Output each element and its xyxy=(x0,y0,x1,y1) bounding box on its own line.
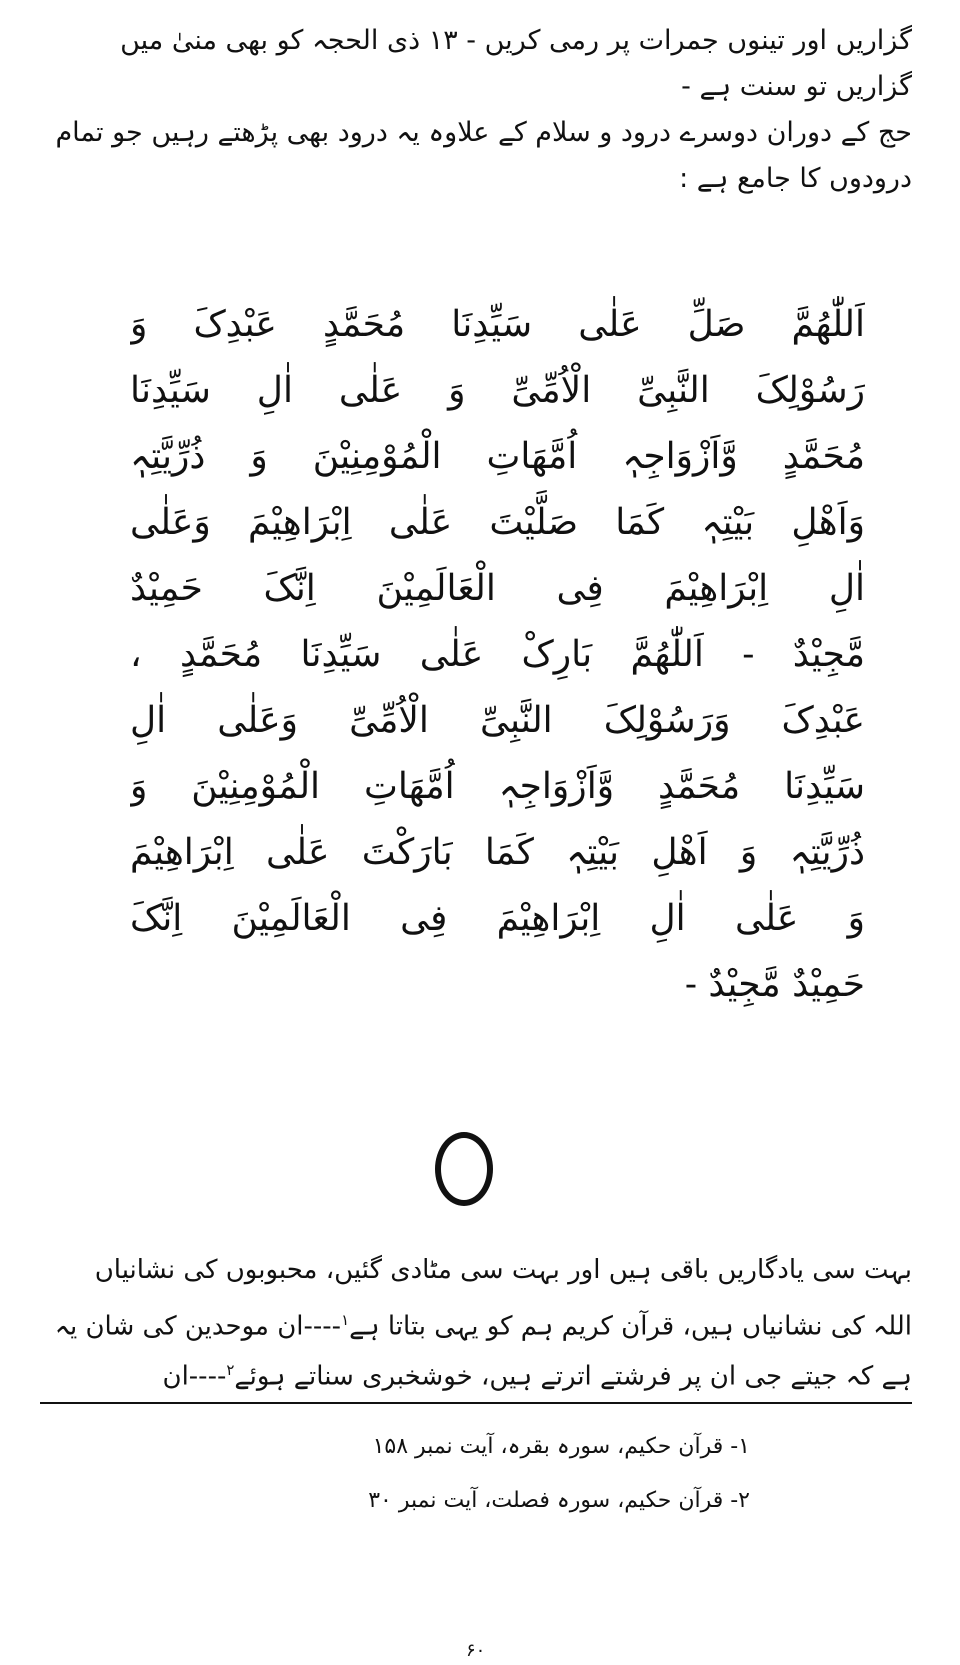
footnote-item: ۲- قرآن حکیم، سورہ فصلت، آیت نمبر ۳۰ xyxy=(368,1488,750,1513)
page-number: ۶۰ xyxy=(466,1640,486,1661)
intro-paragraph xyxy=(40,18,912,202)
arabic-line: ذُرِّیَّتِہٖ وَ اَھْلِ بَیْتِہٖ کَمَا بَارَکْتَ عَلٰی اِبْرَاھِیْمَ xyxy=(130,832,865,873)
durood-arabic-text xyxy=(130,292,865,1018)
footnote-ref: ۲ xyxy=(226,1361,235,1379)
arabic-line: اَللّٰھُمَّ صَلِّ عَلٰی سَیِّدِنَا مُحَمَّدٍ عَبْدِکَ وَ xyxy=(130,304,865,345)
closing-line xyxy=(40,1345,912,1395)
closing-line xyxy=(40,1295,912,1345)
closing-text: ہے کہ جیتے جی ان پر فرشتے اترتے ہیں، خوشخبری سناتے ہوئے xyxy=(234,1361,912,1392)
arabic-line: رَسُوْلِکَ النَّبِیِّ الْاُمِّیِّ وَ عَلٰی اٰلِ سَیِّدِنَا xyxy=(130,370,865,411)
section-separator-circle xyxy=(435,1132,493,1206)
footnote-ref: ۱ xyxy=(341,1311,350,1329)
closing-line: بہت سی یادگاریں باقی ہیں اور بہت سی مٹادی گئیں، محبوبوں کی نشانیاں xyxy=(94,1255,912,1285)
footnote-divider xyxy=(40,1402,912,1404)
closing-text: ----ان موحدین کی شان یہ xyxy=(54,1311,342,1342)
arabic-line: مَّجِیْدٌ - اَللّٰھُمَّ بَارِکْ عَلٰی سَیِّدِنَا مُحَمَّدٍ ، xyxy=(130,634,865,675)
closing-paragraph xyxy=(40,1245,912,1395)
footnotes xyxy=(40,1420,750,1528)
intro-line: درودوں کا جامع ہے : xyxy=(679,163,912,194)
intro-line: گزاریں اور تینوں جمرات پر رمی کریں - ۱۳ ذی الحجہ کو بھی منیٰ میں xyxy=(120,25,912,56)
arabic-line: وَاَھْلِ بَیْتِہٖ کَمَا صَلَّیْتَ عَلٰی اِبْرَاھِیْمَ وَعَلٰی xyxy=(130,502,865,543)
arabic-line: وَ عَلٰی اٰلِ اِبْرَاھِیْمَ فِی الْعَالَمِیْنَ اِنَّکَ xyxy=(130,898,865,939)
underlined-text xyxy=(162,1345,912,1395)
arabic-line: اٰلِ اِبْرَاھِیْمَ فِی الْعَالَمِیْنَ اِنَّکَ حَمِیْدٌ xyxy=(130,568,865,609)
arabic-line: سَیِّدِنَا مُحَمَّدٍ وَّاَزْوَاجِہٖ اُمَّھَاتِ الْمُوْمِنِیْنَ وَ xyxy=(130,766,865,807)
intro-line: گزاریں تو سنت ہے - xyxy=(681,71,912,102)
closing-text: اللہ کی نشانیاں ہیں، قرآن کریم ہم کو یہی بتاتا ہے xyxy=(349,1311,912,1342)
intro-line: حج کے دوران دوسرے درود و سلام کے علاوہ یہ درود بھی پڑھتے رہیں جو تمام xyxy=(55,117,912,148)
arabic-line: حَمِیْدٌ مَّجِیْدٌ - xyxy=(684,964,865,1005)
closing-text: ----ان xyxy=(162,1361,227,1392)
arabic-line: عَبْدِکَ وَرَسُوْلِکَ النَّبِیِّ الْاُمِّیِّ وَعَلٰی اٰلِ xyxy=(130,700,865,741)
footnote-item: ۱- قرآن حکیم، سورہ بقرہ، آیت نمبر ۱۵۸ xyxy=(372,1434,750,1459)
arabic-line: مُحَمَّدٍ وَّاَزْوَاجِہٖ اُمَّھَاتِ الْمُوْمِنِیْنَ وَ ذُرِّیَّتِہٖ xyxy=(130,436,865,477)
